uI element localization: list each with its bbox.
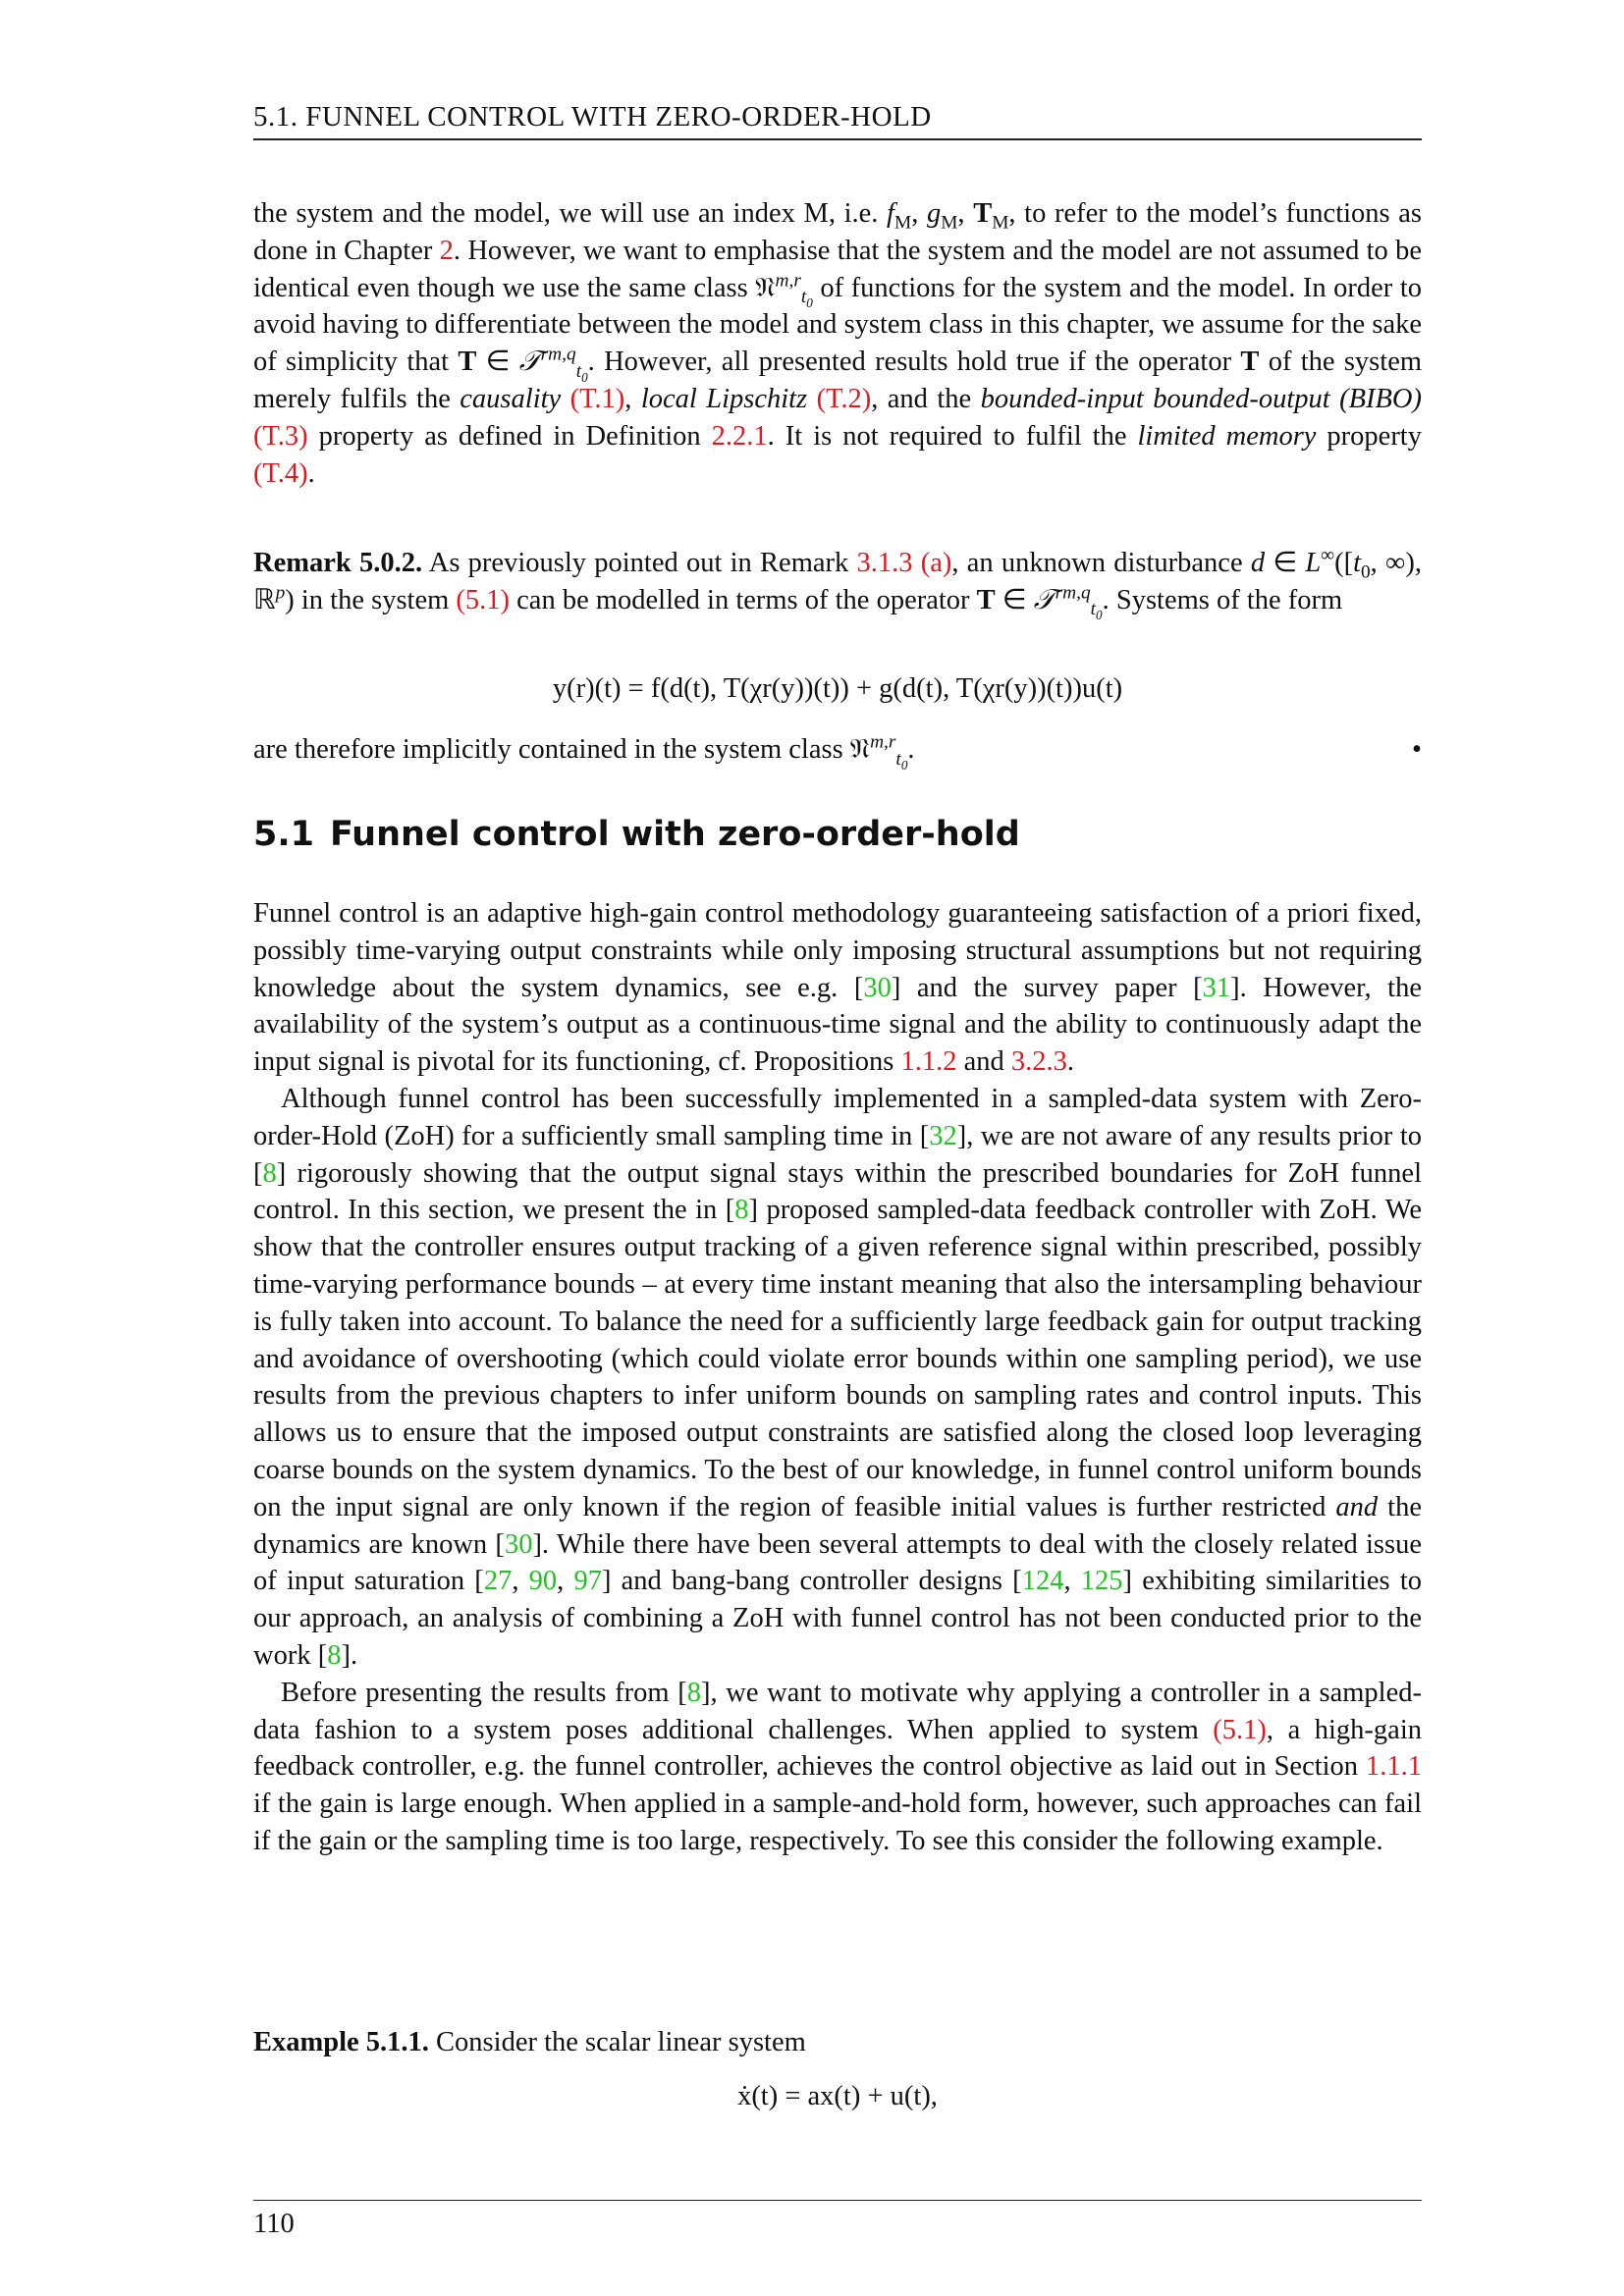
cite-30[interactable]: 30 bbox=[504, 1528, 533, 1560]
cite-31[interactable]: 31 bbox=[1202, 972, 1231, 1003]
cite-8[interactable]: 8 bbox=[327, 1639, 342, 1671]
cite-30[interactable]: 30 bbox=[863, 972, 892, 1003]
cite-97[interactable]: 97 bbox=[573, 1566, 602, 1597]
example-block: Example 5.1.1. Consider the scalar linear system bbox=[253, 2027, 806, 2057]
example-equation: ẋ(t) = ax(t) + u(t), bbox=[737, 2081, 938, 2111]
body-paragraph-2: Although funnel control has been successfully implemented in a sampled-data system with Zero-order-Hold (ZoH) for a sufficiently small sampling time in [32], we are not aware of any results prior to [8] rigorously showing that the output signal stays within the prescribed boundaries for ZoH funnel control. In this section, we present the in [8] proposed sampled-data feedback controller with ZoH. We show that the controller ensures output tracking of a given reference signal within prescribed, possibly time-varying performance bounds – at every time instant meaning that also the intersampling behaviour is fully taken into account. To balance the need for a sufficiently large feedback gain for output tracking and avoidance of overshooting (which could violate error bounds within one sampling period), we use results from the previous chapters to infer uniform bounds on sampling rates and control inputs. This allows us to ensure that the imposed output constraints are satisfied along the closed loop leveraging coarse bounds on the system dynamics. To the best of our knowledge, in funnel control uniform bounds on the input signal are only known if the region of feasible initial values is further restricted and the dynamics are known [30]. While there have been several attempts to deal with the closely related issue of input saturation [27, 90, 97] and bang-bang controller designs [124, 125] exhibiting similarities to our approach, an analysis of combining a ZoH with funnel control has not been conducted prior to the work [8]. bbox=[253, 1083, 1422, 1671]
section-title: Funnel control with zero-order-hold bbox=[330, 815, 1020, 854]
section-link[interactable]: 1.1.1 bbox=[1366, 1751, 1422, 1783]
header-rule bbox=[253, 138, 1422, 140]
definition-link[interactable]: 2.2.1 bbox=[711, 420, 768, 452]
ref-T3-link[interactable]: (T.3) bbox=[253, 420, 308, 452]
running-title: 5.1. FUNNEL CONTROL WITH ZERO-ORDER-HOLD bbox=[253, 101, 932, 133]
section-number: 5.1 bbox=[253, 815, 315, 854]
body-paragraph-1: Funnel control is an adaptive high-gain control methodology guaranteeing satisfaction of a priori fixed, possibly time-varying output constraints while only imposing structural assumptions but not requiring knowledge about the system dynamics, see e.g. [30] and the survey paper [31]. However, the availability of the system’s output as a continuous-time signal and the ability to continuously adapt the input signal is pivotal for its functioning, cf. Propositions 1.1.2 and 3.2.3. bbox=[253, 898, 1422, 1078]
cite-124[interactable]: 124 bbox=[1021, 1566, 1064, 1597]
page-number: 110 bbox=[253, 2209, 295, 2239]
remark-block: Remark 5.0.2. As previously pointed out in Remark 3.1.3 (a), an unknown disturbance d ∈ $L^\infty([t_0$, ∞), ℝ$^p$) in the system (5.1) can be modelled in terms of the operator T ∈ 𝒯$^{rm,q}_{t_0}$. Systems of the form bbox=[253, 545, 1422, 623]
chapter-link[interactable]: 2 bbox=[439, 235, 454, 266]
prop-link-1[interactable]: 1.1.2 bbox=[900, 1046, 957, 1078]
ref-T2-link[interactable]: (T.2) bbox=[816, 383, 872, 414]
cite-27[interactable]: 27 bbox=[483, 1566, 513, 1597]
intro-paragraph: the system and the model, we will use an index M, i.e. $f_M$, $g_M$, $T_M$, to refer to the model’s functions as done in Chapter 2. However, we want to emphasise that the system and the model are not assumed to be identical even though we use the same class 𝔑$^{m,r}_{t_0}$ of functions for the system and the model. In order to avoid having to differentiate between the model and system class in this chapter, we assume for the sake of simplicity that T ∈ 𝒯$^{rm,q}_{t_0}$. However, all presented results hold true if the operator T of the system merely fulfils the causality (T.1), local Lipschitz (T.2), and the bounded-input bounded-output (BIBO) (T.3) property as defined in Definition 2.2.1. It is not required to fulfil the limited memory property (T.4). bbox=[253, 198, 1423, 489]
cite-8[interactable]: 8 bbox=[686, 1677, 701, 1708]
section-heading bbox=[253, 815, 1422, 854]
cite-125[interactable]: 125 bbox=[1080, 1566, 1123, 1597]
section-body bbox=[253, 895, 1422, 1860]
end-of-remark-mark: • bbox=[1412, 734, 1422, 765]
ref-T1-link[interactable]: (T.1) bbox=[569, 383, 625, 414]
system-ref-link[interactable]: (5.1) bbox=[1213, 1714, 1267, 1745]
example-label: Example 5.1.1. bbox=[253, 2027, 429, 2057]
remark-link[interactable]: 3.1.3 (a) bbox=[856, 548, 952, 578]
remark-label: Remark 5.0.2. bbox=[253, 548, 423, 578]
footer-rule bbox=[253, 2200, 1422, 2201]
cite-8[interactable]: 8 bbox=[734, 1195, 749, 1226]
prop-link-2[interactable]: 3.2.3 bbox=[1010, 1046, 1067, 1078]
cite-90[interactable]: 90 bbox=[528, 1566, 558, 1597]
cite-8[interactable]: 8 bbox=[262, 1157, 277, 1189]
body-paragraph-3: Before presenting the results from [8], we want to motivate why applying a controller in a sampled-data fashion to a system poses additional challenges. When applied to system (5.1), a high-gain feedback controller, e.g. the funnel controller, achieves the control objective as laid out in Section 1.1.1 if the gain is large enough. When applied in a sample-and-hold form, however, such approaches can fail if the gain or the sampling time is too large, respectively. To see this consider the following example. bbox=[253, 1677, 1422, 1856]
ref-T4-link[interactable]: (T.4) bbox=[253, 457, 308, 489]
remark-closing-line: are therefore implicitly contained in the system class 𝔑$^{m,r}_{t_0}$. • bbox=[253, 731, 1422, 773]
system-ref-link[interactable]: (5.1) bbox=[456, 584, 511, 615]
cite-32[interactable]: 32 bbox=[929, 1120, 957, 1151]
system-equation: y(r)(t) = f(d(t), T(χr(y))(t)) + g(d(t), T(χr(y))(t))u(t) bbox=[552, 673, 1123, 704]
